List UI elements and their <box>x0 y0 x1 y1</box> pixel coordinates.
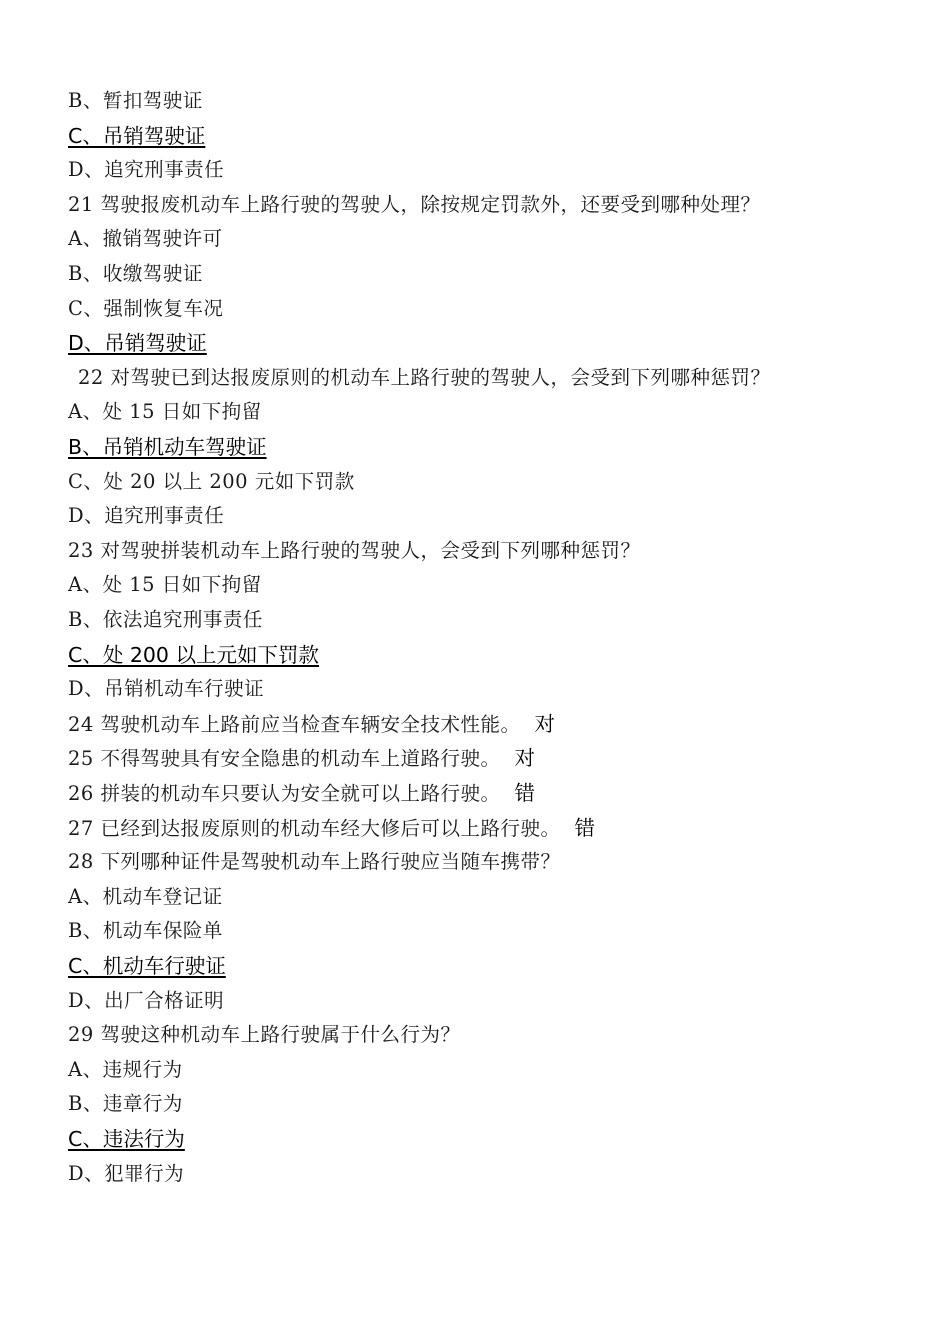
line-text: B、机动车保险单 <box>68 919 223 943</box>
text-line <box>78 361 771 395</box>
answer-line <box>68 949 226 983</box>
line-text: 24 驾驶机动车上路前应当检查车辆安全技术性能。 <box>68 712 521 736</box>
text-line <box>68 741 536 775</box>
line-text: C、处 200 以上元如下罚款 <box>68 642 319 667</box>
line-text: A、处 15 日如下拘留 <box>68 400 262 424</box>
line-text: 28 下列哪种证件是驾驶机动车上路行驶应当随车携带？ <box>68 850 561 874</box>
line-text: A、撤销驾驶许可 <box>68 227 223 251</box>
judgement-mark: 对 <box>514 746 536 771</box>
line-text: B、收缴驾驶证 <box>68 262 203 285</box>
text-line <box>68 188 761 222</box>
line-text: C、吊销驾驶证 <box>68 123 206 148</box>
line-text: D、追究刑事责任 <box>68 504 225 528</box>
judgement-mark: 错 <box>574 815 596 840</box>
line-text: 21 驾驶报废机动车上路行驶的驾驶人，除按规定罚款外，还要受到哪种处理？ <box>68 192 761 216</box>
answer-line <box>68 638 319 672</box>
text-line <box>68 707 556 741</box>
answer-line <box>68 1122 185 1156</box>
line-text: B、违章行为 <box>68 1092 183 1116</box>
line-text: C、机动车行驶证 <box>68 954 226 978</box>
line-text: B、暂扣驾驶证 <box>68 89 203 112</box>
line-text: A、处 15 日如下拘留 <box>68 573 262 597</box>
text-line <box>68 811 596 845</box>
text-line <box>68 395 262 429</box>
text-line <box>68 880 223 914</box>
text-line <box>68 534 641 568</box>
line-text: D、犯罪行为 <box>68 1161 185 1185</box>
line-text: 26 拼装的机动车只要认为安全就可以上路行驶。 <box>68 782 501 805</box>
text-line <box>68 153 224 187</box>
line-text: 25 不得驾驶具有安全隐患的机动车上道路行驶。 <box>68 747 501 771</box>
text-line <box>68 465 355 499</box>
text-line <box>68 845 561 879</box>
text-line <box>68 914 223 948</box>
text-line <box>68 603 263 637</box>
text-line <box>68 568 262 602</box>
judgement-mark: 错 <box>514 781 536 805</box>
line-text: D、追究刑事责任 <box>68 158 225 182</box>
text-line <box>68 672 264 706</box>
line-text: D、吊销驾驶证 <box>68 331 207 356</box>
text-line <box>68 257 203 291</box>
text-line <box>68 499 224 533</box>
answer-line <box>68 119 205 153</box>
line-text: 29 驾驶这种机动车上路行驶属于什么行为？ <box>68 1023 461 1047</box>
text-line <box>68 776 536 810</box>
line-text: B、吊销机动车驾驶证 <box>68 435 267 459</box>
answer-line <box>68 430 267 464</box>
text-line <box>68 1157 184 1191</box>
line-text: A、机动车登记证 <box>68 884 223 908</box>
text-line <box>68 1018 461 1052</box>
text-line <box>68 1053 183 1087</box>
answer-line <box>68 326 207 360</box>
text-line <box>68 84 203 118</box>
line-text: C、违法行为 <box>68 1127 185 1151</box>
line-text: C、处 20 以上 200 元如下罚款 <box>68 469 355 493</box>
line-text: D、出厂合格证明 <box>68 988 225 1012</box>
line-text: D、吊销机动车行驶证 <box>68 677 265 701</box>
line-text: 22 对驾驶已到达报废原则的机动车上路行驶的驾驶人，会受到下列哪种惩罚？ <box>78 365 771 389</box>
text-line <box>68 292 223 326</box>
text-line <box>68 1087 183 1121</box>
text-line <box>68 222 223 256</box>
line-text: 23 对驾驶拼装机动车上路行驶的驾驶人，会受到下列哪种惩罚？ <box>68 538 641 562</box>
line-text: C、强制恢复车况 <box>68 296 224 320</box>
judgement-mark: 对 <box>534 711 556 736</box>
text-line <box>68 984 224 1018</box>
line-text: B、依法追究刑事责任 <box>68 608 263 631</box>
line-text: 27 已经到达报废原则的机动车经大修后可以上路行驶。 <box>68 816 561 840</box>
line-text: A、违规行为 <box>68 1057 183 1081</box>
